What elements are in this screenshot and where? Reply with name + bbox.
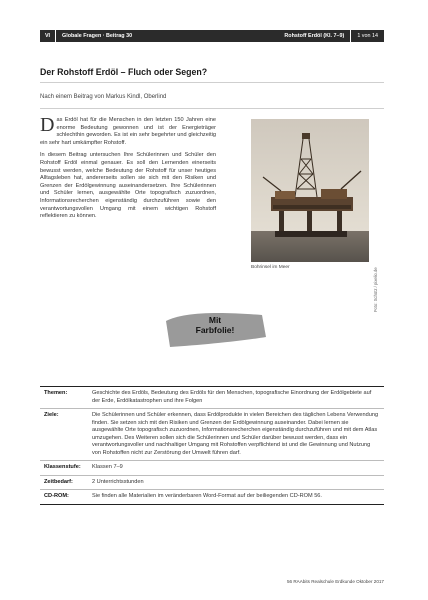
drop-cap: D (40, 114, 55, 136)
info-row-ziele (40, 409, 384, 461)
info-label: Themen: (44, 390, 68, 396)
info-label: Zeitbedarf: (44, 478, 73, 485)
intro-paragraph-1-text: as Erdöl hat für die Menschen in den letzten 150 Jahren eine enorme Bedeutung gewonnen und ist der Energieträger schlechthin geworden. Es ist ein sehr begehrter und gleichzeitig ein sehr hart umkämpfter Rohstoff. (40, 117, 216, 146)
photo-credit-text: Foto: Schütz / pixelio.de (373, 267, 378, 312)
banner-line-2: Farbfolie! (195, 325, 235, 335)
info-label: Klassenstufe: (44, 464, 81, 470)
byline: Nach einem Beitrag von Markus Kindl, Oberlind (40, 94, 167, 100)
info-row-klassenstufe (40, 461, 384, 476)
series-label: Globale Fragen · Beitrag 30 (62, 33, 133, 39)
info-label: Ziele: (44, 412, 59, 418)
info-label: CD-ROM: (44, 493, 69, 499)
banner-line-1: Mit (208, 315, 222, 325)
photo-caption: Bohrinsel im Meer (251, 265, 290, 270)
section-number: VI (40, 30, 56, 42)
banner-text (162, 315, 268, 335)
info-row-zeitbedarf (40, 476, 384, 491)
header-bar (40, 30, 384, 42)
info-value: Die Schülerinnen und Schüler erkennen, dass Erdölprodukte in vielen Bereichen des täglichen Lebens Verwendung finden. Sie setzen sich mit den Risiken und Grenzen der Erdölgewinnung auseinander. Dabei lernen sie ausgewählte Orte topografisch zuzuordnen, Informationsrecherchen eigenständig durchzuführen und mit dem Atlas umzugehen. Des Weiteren sollen sich die Schülerinnen und Schüler darüber bewusst werden, dass ein verantwortungsvoller und nachhaltiger Umgang mit Rohstoffen verpflichtend ist und die Gewinnung und Nutzung von Rohstoffen nicht zur Zerstörung der Umwelt führen darf. (92, 412, 379, 456)
info-value: Geschichte des Erdöls, Bedeutung des Erdöls für den Menschen, topografische Einordnung der Erdölgebiete auf der Erde, Erdölkatastrophen und ihre Folgen (92, 390, 372, 404)
oil-rig-photo (251, 119, 369, 262)
info-table (40, 386, 384, 505)
intro-paragraph-2: In diesem Beitrag untersuchen Ihre Schülerinnen und Schüler den Rohstoff Erdöl einmal genauer. Es soll den Lernenden einerseits bewusst werden, welche Bedeutung der Rohstoff für unser heutiges Alltagsleben hat, andererseits sollen sie sich mit den Risiken und Grenzen der Erdölgewinnung auseinandersetzen. Ihre Schülerinnen und Schüler lernen, ausgewählte Orte topografisch zuzuordnen, Informationsrecherchen eigenständig durchzuführen sowie den verantwortungsvollen Umgang mit einem wichtigen Rohstoff reflektieren zu können. (40, 152, 216, 220)
info-row-cdrom (40, 490, 384, 504)
info-value: Sie finden alle Materialien im veränderbaren Word-Format auf der beiliegenden CD-ROM 56. (92, 493, 322, 499)
page-title: Der Rohstoff Erdöl – Fluch oder Segen? (40, 67, 384, 83)
intro-text (40, 114, 216, 226)
color-slide-banner (162, 307, 268, 355)
page-footer: 56 RAAbits Realschule Erdkunde Oktober 2017 (286, 579, 384, 584)
info-value: 2 Unterrichtsstunden (92, 478, 144, 485)
info-row-themen (40, 387, 384, 409)
divider (40, 108, 384, 109)
oil-rig-illustration (251, 119, 369, 262)
page-indicator: 1 von 14 (350, 30, 384, 42)
intro-paragraph-1 (40, 114, 216, 147)
photo-credit (373, 262, 381, 312)
unit-title: Rohstoff Erdöl (Kl. 7–9) (284, 33, 345, 39)
info-value: Klassen 7–9 (92, 464, 123, 470)
